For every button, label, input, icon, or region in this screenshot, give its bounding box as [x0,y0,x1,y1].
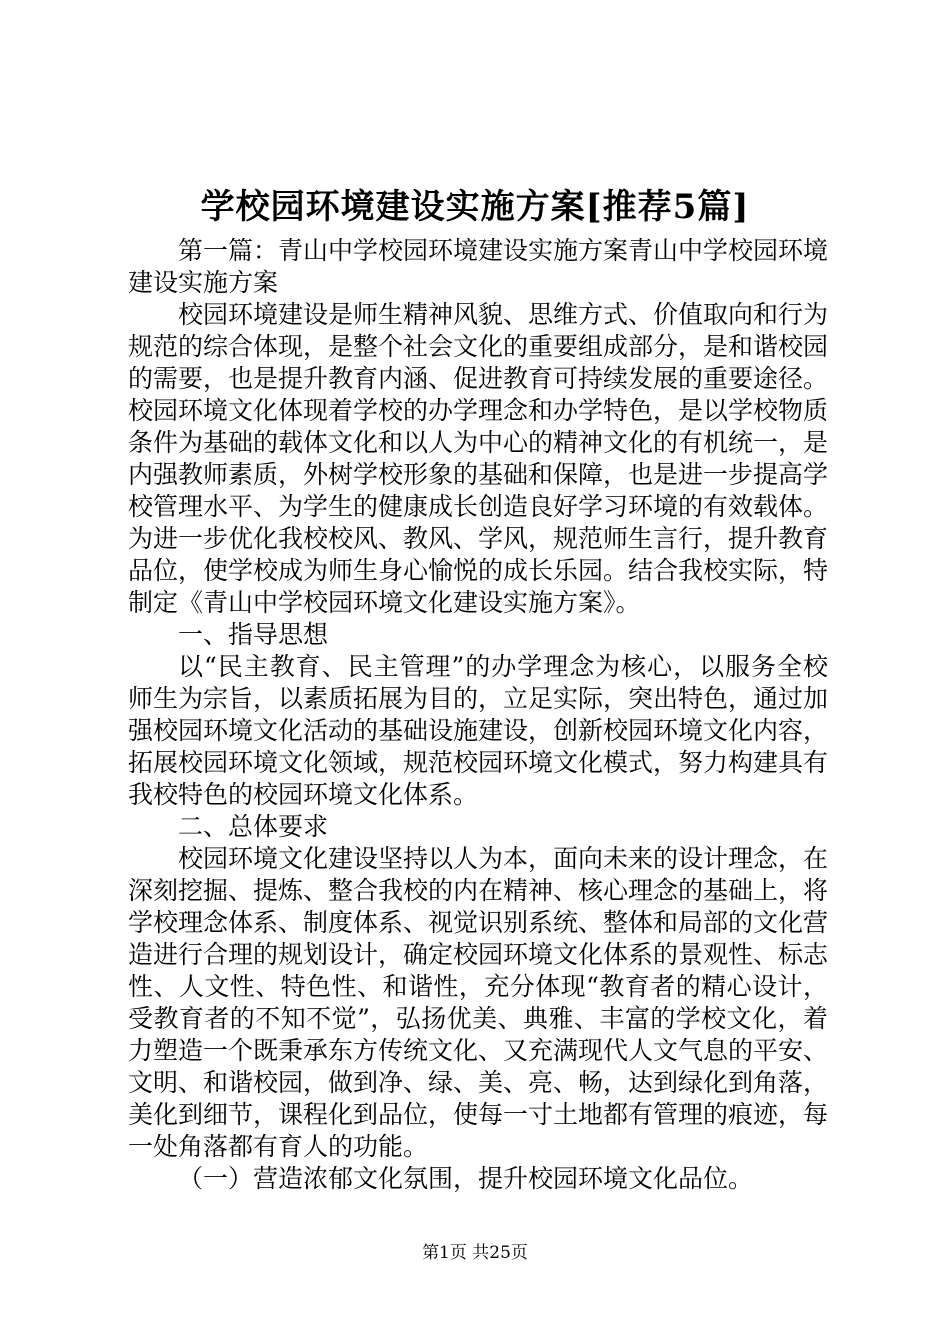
paragraph-overall-requirements: 校园环境文化建设坚持以人为本，面向未来的设计理念，在深刻挖掘、提炼、整合我校的内在精神、核心理念的基础上，将学校理念体系、制度体系、视觉识别系统、整体和局部的文化营造进行合理的规划设计，确定校园环境文化体系的景观性、标志性、人文性、特色性、和谐性，充分体现“教育者的精心设计，受教育者的不知不觉”，弘扬优美、典雅、丰富的学校文化，着力塑造一个既秉承东方传统文化、又充满现代人文气息的平安、文明、和谐校园，做到净、绿、美、亮、畅，达到绿化到角落，美化到细节，课程化到品位，使每一寸土地都有管理的痕迹，每一处角落都有育人的功能。 [128,844,829,1161]
heading-overall-requirements: 二、总体要求 [178,812,329,841]
paragraph-introduction: 校园环境建设是师生精神风貌、思维方式、价值取向和行为规范的综合体现，是整个社会文化的重要组成部分，是和谐校园的需要，也是提升教育内涵、促进教育可持续发展的重要途径。校园环境文化体现着学校的办学理念和办学特色，是以学校物质条件为基础的载体文化和以人为中心的精神文化的有机统一，是内强教师素质，外树学校形象的基础和保障，也是进一步提高学校管理水平、为学生的健康成长创造良好学习环境的有效载体。为进一步优化我校校风、教风、学风，规范师生言行，提升教育品位，使学校成为师生身心愉悦的成长乐园。结合我校实际，特制定《青山中学校园环境文化建设实施方案》。 [128,300,829,617]
document-body [128,235,828,1195]
document-title: 学校园环境建设实施方案[推荐5篇] [200,187,750,227]
page-number-footer: 第1页 共25页 [422,1243,528,1263]
paragraph-guiding-ideology: 以“民主教育、民主管理”的办学理念为核心，以服务全校师生为宗旨，以素质拓展为目的，立足实际，突出特色，通过加强校园环境文化活动的基础设施建设，创新校园环境文化内容，拓展校园环境文化领域，规范校园环境文化模式，努力构建具有我校特色的校园环境文化体系。 [128,652,829,809]
heading-guiding-ideology: 一、指导思想 [178,620,329,649]
heading-subsection-one: （一）营造浓郁文化氛围，提升校园环境文化品位。 [178,1164,754,1193]
paragraph-section-heading: 第一篇：青山中学校园环境建设实施方案青山中学校园环境建设实施方案 [128,236,829,297]
